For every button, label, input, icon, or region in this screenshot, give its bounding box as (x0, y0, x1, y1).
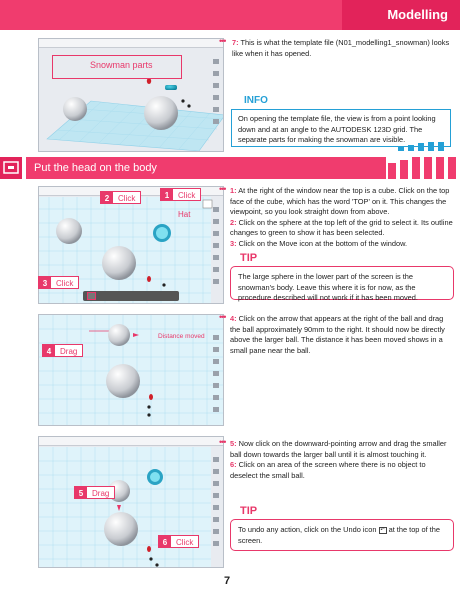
step-7-text: This is what the template file (N01_modelling1_snowman) looks like when it has opened. (232, 38, 450, 58)
page-number: 7 (224, 575, 231, 587)
step-1-num: 1: (230, 186, 237, 195)
callout-3-num: 3 (42, 279, 48, 288)
bottom-toolbar (83, 291, 179, 301)
step-5-num: 5: (230, 439, 237, 448)
callout-1-num: 1 (164, 191, 170, 200)
tip-2-text: To undo any action, click on the Undo icon (238, 525, 377, 534)
callout-3-label: Click (51, 277, 78, 288)
section-icon (0, 157, 22, 179)
section-band (0, 157, 460, 179)
move-icon[interactable] (87, 292, 96, 300)
step-2-num: 2: (230, 217, 237, 227)
callout-5 (74, 486, 115, 499)
callout-5-label: Drag (87, 487, 114, 498)
steps-1-3 (230, 186, 454, 250)
step-3-num: 3: (230, 238, 237, 248)
step-4-num: 4: (230, 314, 237, 323)
screenshot-drag-right (38, 314, 224, 426)
undo-icon: ↶ (380, 526, 385, 533)
hat-label: Hat (178, 210, 191, 219)
section-stairs (386, 157, 460, 179)
right-tool-rail (213, 457, 219, 537)
tip-1-heading: TIP (240, 252, 258, 264)
screenshot-drag-down (38, 436, 224, 568)
callout-1-label: Click (173, 189, 200, 200)
step-2-text: Click on the sphere at the top left of the grid to select it. Its outline changes to green to show it has been selected. (230, 217, 453, 238)
dots-7: ••• (219, 36, 226, 46)
step-6-num: 6: (230, 460, 237, 470)
step-7-num: 7: (232, 38, 239, 47)
step-5-text: Now click on the downward-pointing arrow and drag the smaller ball down towards the larger ball until it is almost touching it. (230, 439, 447, 459)
step-7 (232, 38, 452, 59)
tip-2-heading: TIP (240, 505, 258, 517)
step-4-text: Click on the arrow that appears at the right of the ball and drag the ball approximately 90mm to the right. It should now be directly above the larger ball. The distance it has been moved shows in a small pane near the ball. (230, 314, 445, 355)
distance-moved-label: Distance moved (158, 333, 205, 340)
callout-5-num: 5 (78, 489, 84, 498)
step-6 (230, 460, 454, 481)
callout-2-num: 2 (104, 194, 110, 203)
info-stairs (398, 142, 452, 151)
step-4 (230, 314, 454, 356)
info-text: On opening the template file, the view is from a point looking down and at an angle to the AUTODESK 123D grid. The separate parts for making the snowman are visible. (238, 114, 436, 144)
tip-1-text: The large sphere in the lower part of the screen is the snowman's body. Leave this where it is for now, as the procedure described will not work if it has been moved. (238, 272, 418, 302)
screen-icon (0, 157, 22, 179)
snowman-parts-label: Snowman parts (90, 60, 153, 70)
callout-4-label: Drag (55, 345, 82, 356)
callout-2 (100, 191, 141, 204)
step-6-text: Click on an area of the screen where there is no object to deselect the small ball. (230, 460, 426, 480)
right-tool-rail (213, 207, 219, 273)
step-1 (230, 186, 454, 218)
page-header (0, 0, 460, 30)
callout-6-label: Click (171, 536, 198, 547)
section-title: Put the head on the body (26, 157, 386, 179)
tip-1-box (230, 266, 454, 300)
dots-123: ••• (219, 184, 226, 194)
step-1-text: At the right of the window near the top is a cube. Click on the top face of the cube, which has the word 'TOP' on it. This changes the viewpoint, so you look straight down from above. (230, 186, 450, 217)
callout-6 (158, 535, 199, 548)
step-2 (230, 218, 454, 239)
callout-2-label: Click (113, 192, 140, 203)
header-title: Modelling (387, 7, 448, 22)
tip-2-box (230, 519, 454, 551)
callout-1 (160, 188, 201, 201)
callout-4-num: 4 (46, 347, 52, 356)
dots-4: ••• (219, 312, 226, 322)
tip-2-text-2: at the top of the screen. (238, 525, 440, 545)
right-tool-rail (213, 59, 219, 121)
right-tool-rail (213, 335, 219, 395)
callout-3 (38, 276, 79, 289)
dots-56: ••• (219, 437, 226, 447)
step-5 (230, 439, 454, 460)
scene-drag-down (39, 437, 224, 568)
scene-drag-right (39, 315, 224, 426)
callout-6-num: 6 (162, 538, 168, 547)
callout-4 (42, 344, 83, 357)
step-3-text: Click on the Move icon at the bottom of the window. (238, 238, 408, 248)
step-3 (230, 239, 454, 250)
steps-5-6 (230, 439, 454, 481)
info-heading: INFO (244, 95, 268, 106)
